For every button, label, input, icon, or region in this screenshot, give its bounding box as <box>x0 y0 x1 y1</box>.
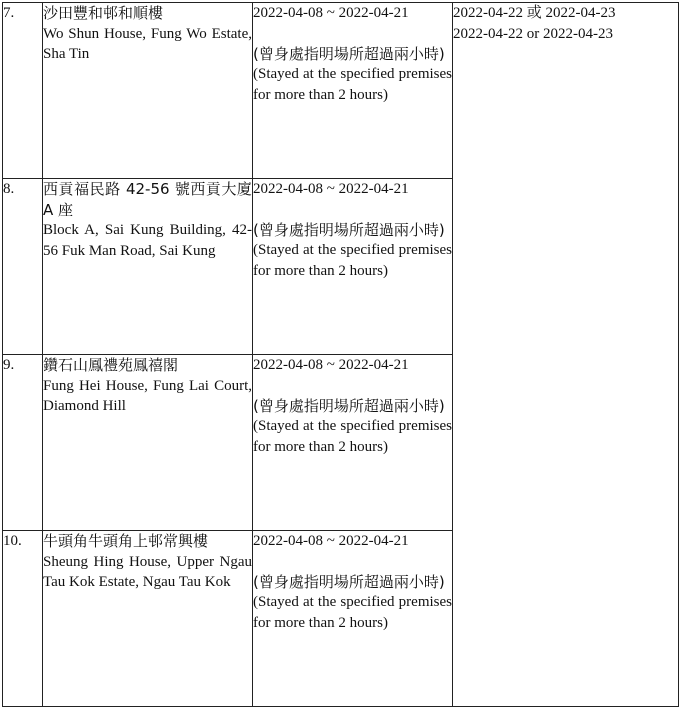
period-dates: 2022-04-08 ~ 2022-04-21 <box>253 181 409 197</box>
premises-name-chinese: 沙田豐和邨和順樓 <box>43 4 164 22</box>
test-dates-cell <box>453 3 679 707</box>
premises-name-english: Fung Hei House, Fung Lai Court, Diamond Hill <box>43 377 252 415</box>
premises-name-english: Sheung Hing House, Upper Ngau Tau Kok Estate, Ngau Tau Kok <box>43 553 252 591</box>
premises-name-chinese: 西貢福民路 42-56 號西貢大廈 A 座 <box>43 180 252 219</box>
period-note-english: (Stayed at the specified premises for more than 2 hours) <box>253 242 452 279</box>
specified-period <box>253 531 453 707</box>
premises-name-chinese: 鑽石山鳳禮苑鳳禧閣 <box>43 356 179 374</box>
period-note-chinese: (曾身處指明場所超過兩小時) <box>253 396 445 415</box>
table-row <box>3 3 679 179</box>
period-note-english: (Stayed at the specified premises for more than 2 hours) <box>253 594 452 631</box>
period-note-english: (Stayed at the specified premises for more than 2 hours) <box>253 418 452 455</box>
row-number: 7. <box>3 3 43 179</box>
premises-table <box>2 2 679 707</box>
premises-name-chinese: 牛頭角牛頭角上邨常興樓 <box>43 532 209 550</box>
premises-name-english: Wo Shun House, Fung Wo Estate, Sha Tin <box>43 25 252 63</box>
period-note-chinese: (曾身處指明場所超過兩小時) <box>253 572 445 591</box>
row-number: 8. <box>3 179 43 355</box>
premises-name <box>43 3 253 179</box>
row-number: 10. <box>3 531 43 707</box>
period-dates: 2022-04-08 ~ 2022-04-21 <box>253 533 409 549</box>
premises-name-english: Block A, Sai Kung Building, 42-56 Fuk Man Road, Sai Kung <box>43 222 252 259</box>
premises-name <box>43 531 253 707</box>
specified-period <box>253 3 453 179</box>
test-dates-english: 2022-04-22 or 2022-04-23 <box>453 25 613 42</box>
period-note-chinese: (曾身處指明場所超過兩小時) <box>253 44 445 63</box>
specified-period <box>253 355 453 531</box>
specified-period <box>253 179 453 355</box>
premises-name <box>43 355 253 531</box>
premises-name <box>43 179 253 355</box>
period-note-chinese: (曾身處指明場所超過兩小時) <box>253 220 445 239</box>
period-dates: 2022-04-08 ~ 2022-04-21 <box>253 5 409 21</box>
row-number: 9. <box>3 355 43 531</box>
test-dates-chinese: 2022-04-22 或 2022-04-23 <box>453 5 616 21</box>
period-dates: 2022-04-08 ~ 2022-04-21 <box>253 357 409 373</box>
period-note-english: (Stayed at the specified premises for more than 2 hours) <box>253 66 452 103</box>
